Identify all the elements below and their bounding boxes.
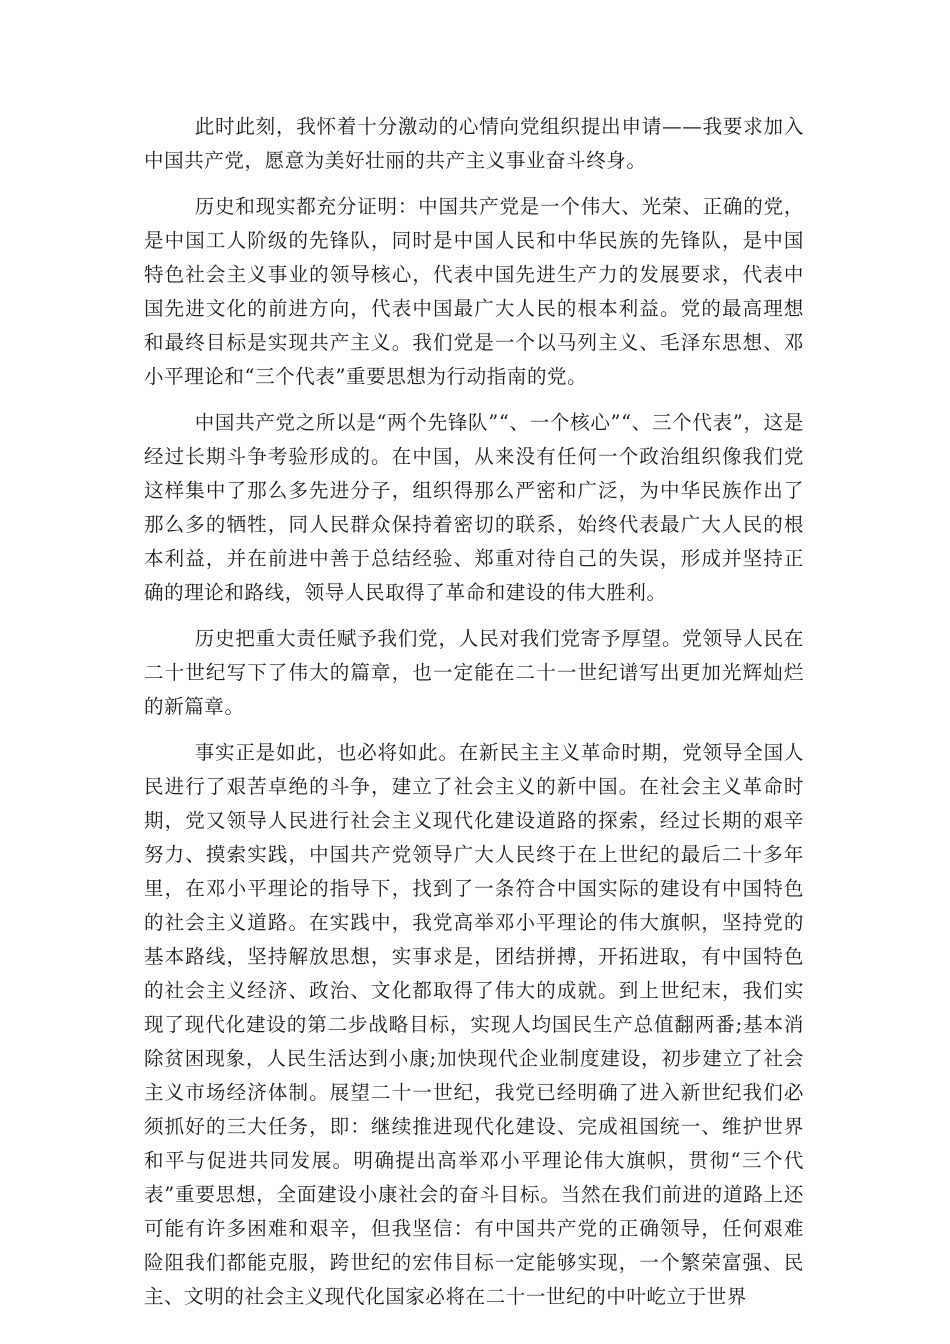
- paragraph-4: 历史把重大责任赋予我们党，人民对我们党寄予厚望。党领导人民在二十世纪写下了伟大的篇章，也一定能在二十一世纪谱写出更加光辉灿烂的新篇章。: [144, 627, 804, 718]
- paragraph-5: 事实正是如此，也必将如此。在新民主主义革命时期，党领导全国人民进行了艰苦卓绝的斗争，建立了社会主义的新中国。在社会主义革命时期，党又领导人民进行社会主义现代化建设道路的探索，经过长期的艰辛努力、摸索实践，中国共产党领导广大人民终于在上世纪的最后二十多年里，在邓小平理论的指导下，找到了一条符合中国实际的建设有中国特色的社会主义道路。在实践中，我党高举邓小平理论的伟大旗帜，坚持党的基本路线，坚持解放思想，实事求是，团结拼搏，开拓进取，有中国特色的社会主义经济、政治、文化都取得了伟大的成就。到上世纪末，我们实现了现代化建设的第二步战略目标，实现人均国民生产总值翻两番;基本消除贫困现象，人民生活达到小康;加快现代企业制度建设，初步建立了社会主义市场经济体制。展望二十一世纪，我党已经明确了进入新世纪我们必须抓好的三大任务，即：继续推进现代化建设、完成祖国统一、维护世界和平与促进共同发展。明确提出高举邓小平理论伟大旗帜，贯彻“三个代表”重要思想，全面建设小康社会的奋斗目标。当然在我们前进的道路上还可能有许多困难和艰辛，但我坚信：有中国共产党的正确领导，任何艰难险阻我们都能克服，跨世纪的宏伟目标一定能够实现，一个繁荣富强、民主、文明的社会主义现代化国家必将在二十一世纪的中叶屹立于世界: [144, 741, 804, 1308]
- paragraph-2: 历史和现实都充分证明：中国共产党是一个伟大、光荣、正确的党，是中国工人阶级的先锋队，同时是中国人民和中华民族的先锋队，是中国特色社会主义事业的领导核心，代表中国先进生产力的发展要求，代表中国先进文化的前进方向，代表中国最广大人民的根本利益。党的最高理想和最终目标是实现共产主义。我们党是一个以马列主义、毛泽东思想、邓小平理论和“三个代表”重要思想为行动指南的党。: [144, 195, 804, 388]
- paragraph-1: 此时此刻，我怀着十分激动的心情向党组织提出申请——我要求加入中国共产党，愿意为美好壮丽的共产主义事业奋斗终身。: [144, 115, 804, 172]
- paragraph-3: 中国共产党之所以是“两个先锋队”“、一个核心”“、三个代表”，这是经过长期斗争考验形成的。在中国，从来没有任何一个政治组织像我们党这样集中了那么多先进分子，组织得那么严密和广泛，为中华民族作出了那么多的牺牲，同人民群众保持着密切的联系，始终代表最广大人民的根本利益，并在前进中善于总结经验、郑重对待自己的失误，形成并坚持正确的理论和路线，领导人民取得了革命和建设的伟大胜利。: [144, 411, 804, 604]
- document-body: [144, 110, 804, 1326]
